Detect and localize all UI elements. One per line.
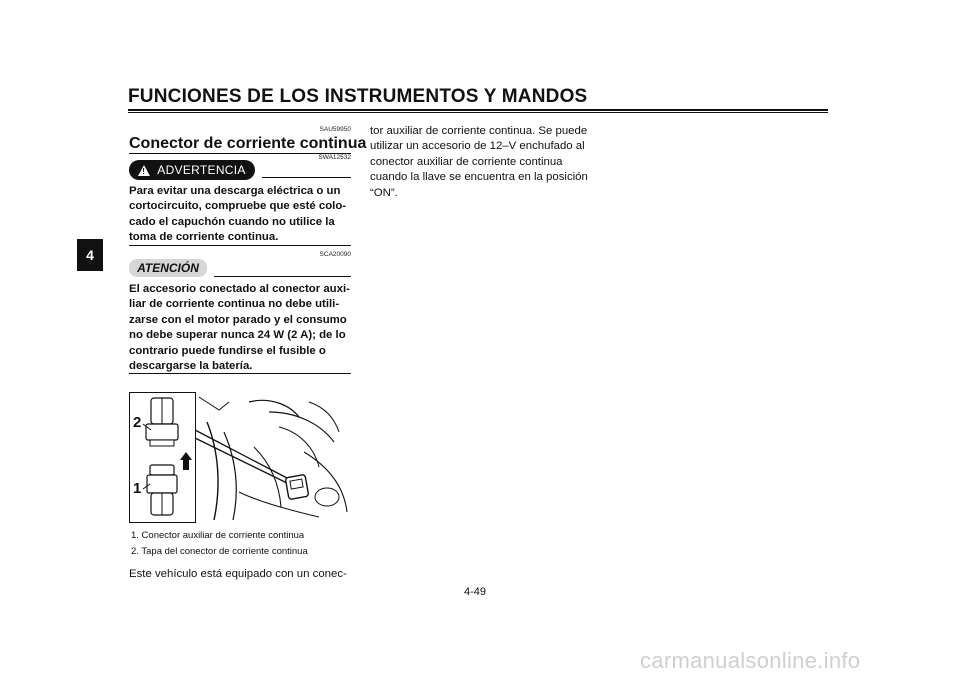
header-rule-thin: [128, 112, 828, 113]
warning-line: cortocircuito, compruebe que esté colo-: [129, 200, 347, 213]
warning-triangle-icon: !: [138, 165, 150, 176]
caution-line: El accesorio conectado al conector auxi-: [129, 283, 350, 295]
body-line: cuando la llave se encuentra en la posición: [370, 171, 588, 184]
warning-line: toma de corriente continua.: [129, 231, 279, 244]
caution-line: no debe superar nunca 24 W (2 A); de lo: [129, 329, 346, 342]
caution-header-rule: [214, 276, 351, 277]
warning-header-rule: [262, 177, 351, 178]
caution-badge: ATENCIÓN: [129, 259, 207, 277]
body-text-right: [370, 124, 590, 201]
connector-illustration: [129, 392, 352, 523]
header-rule: [128, 109, 828, 111]
body-line: utilizar un accesorio de 12–V enchufado al: [370, 140, 585, 153]
warning-bottom-rule: [129, 245, 351, 246]
body-line: “ON”.: [370, 186, 398, 199]
figure-caption-1: 1. Conector auxiliar de corriente continua: [131, 530, 305, 541]
watermark: carmanualsonline.info: [640, 648, 861, 673]
warning-text: [129, 184, 351, 246]
caution-line: liar de corriente continua no debe utili-: [129, 298, 340, 311]
section-code: SAU59950: [319, 126, 351, 133]
warning-line: cado el capuchón cuando no utilice la: [129, 215, 335, 228]
caution-line: contrario puede fundirse el fusible o: [129, 344, 326, 357]
warning-label: ADVERTENCIA: [157, 163, 246, 177]
warning-line: Para evitar una descarga eléctrica o un: [129, 185, 341, 197]
caution-line: zarse con el motor parado y el consumo: [129, 313, 347, 326]
connector-figure: [129, 392, 352, 523]
body-line: tor auxiliar de corriente continua. Se puede: [370, 125, 588, 137]
body-line: conector auxiliar de corriente continua: [370, 155, 563, 168]
section-title: Conector de corriente continua: [129, 135, 367, 152]
warning-code: SWA12532: [318, 154, 351, 161]
caution-code: SCA20090: [319, 251, 351, 258]
warning-badge: [129, 160, 255, 180]
figure-caption-2: 2. Tapa del conector de corriente continua: [131, 546, 308, 557]
body-text-left: Este vehículo está equipado con un conec-: [129, 568, 347, 580]
callout-1: 1: [133, 480, 142, 497]
page-header-title: FUNCIONES DE LOS INSTRUMENTOS Y MANDOS: [128, 86, 588, 107]
caution-text: [129, 282, 351, 374]
chapter-tab: 4: [77, 239, 103, 271]
caution-line: descargarse la batería.: [129, 360, 253, 373]
callout-2: 2: [133, 414, 142, 431]
caution-bottom-rule: [129, 373, 351, 374]
page-number: 4-49: [464, 586, 487, 598]
